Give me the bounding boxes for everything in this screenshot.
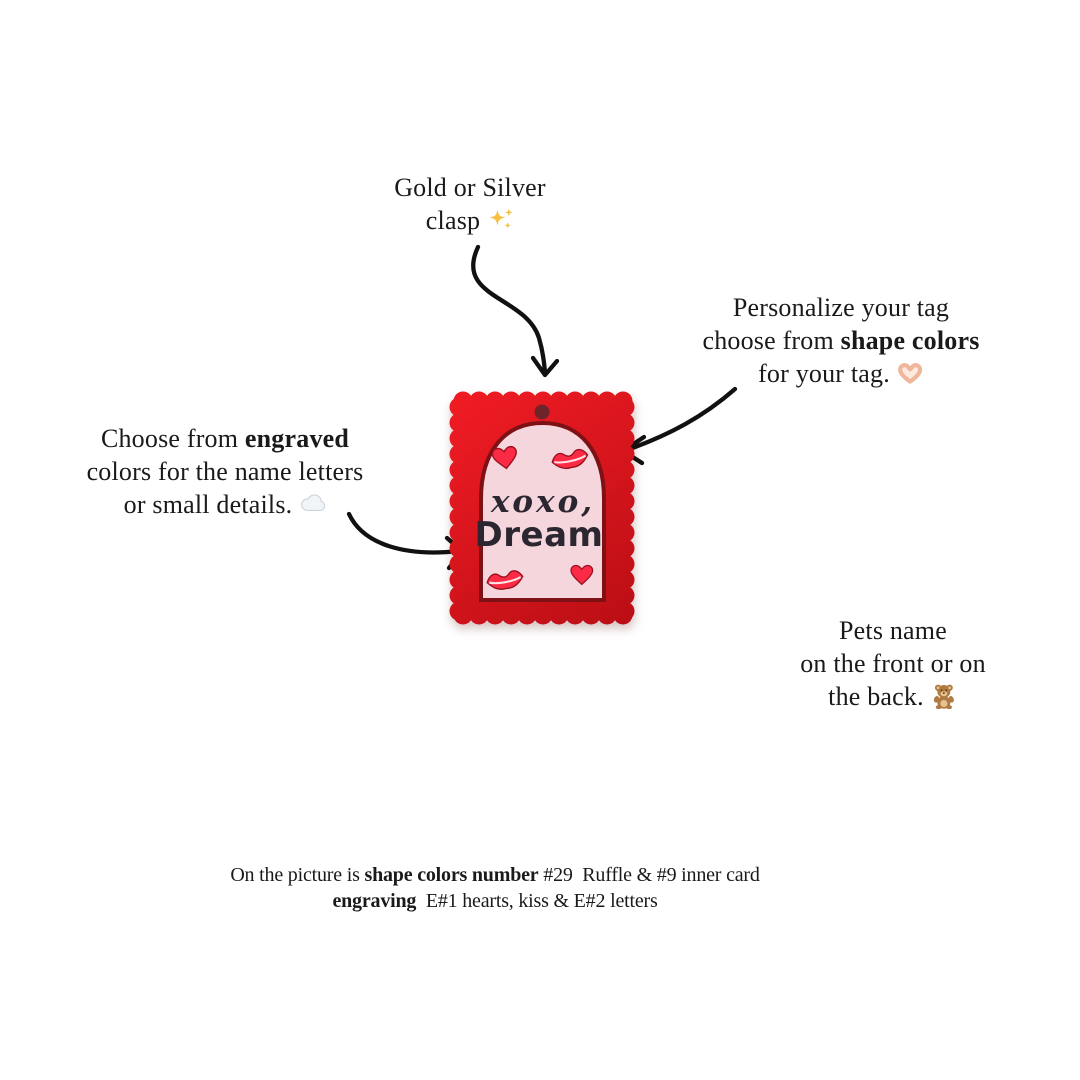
engraved-line1-bold: engraved <box>244 424 350 453</box>
engraved-line2: colors for the name letters <box>86 457 364 486</box>
personalize-line3 <box>702 357 979 390</box>
personalize-line1: Personalize your tag <box>732 293 950 322</box>
tag-hole <box>535 405 550 420</box>
arrow-engraved <box>349 514 462 568</box>
sparkles-icon <box>487 206 514 233</box>
engraved-line3-label: or small details. <box>123 490 293 519</box>
clasp-line2 <box>394 204 546 237</box>
pets-line3 <box>800 680 986 713</box>
caption-line2-bold: engraving <box>332 890 417 912</box>
caption-line2-tail: E#1 hearts, kiss & E#2 letters <box>421 890 658 912</box>
personalize-line2-regular: choose from <box>702 326 834 355</box>
pets-line2: on the front or on <box>800 649 986 678</box>
clasp-label: clasp <box>425 206 481 235</box>
caption-line1 <box>230 862 759 888</box>
pet-tag <box>447 387 639 629</box>
personalize-line2-bold: shape colors <box>840 326 980 355</box>
tag-script-text: xoxo, <box>490 484 596 520</box>
caption-line1-regular: On the picture is <box>230 864 360 886</box>
teddy-bear-icon <box>931 682 958 709</box>
caption-line1-tail: #29 Ruffle & #9 inner card <box>543 864 760 886</box>
caption-line2 <box>230 888 759 914</box>
caption-line1-bold: shape colors number <box>364 864 539 886</box>
heart-hands-icon <box>897 359 924 386</box>
pets-line1: Pets name <box>839 616 947 645</box>
tag-name-text: Dream <box>474 515 604 555</box>
cloud-icon <box>299 490 326 517</box>
pets-name-annotation <box>800 614 986 713</box>
pets-line3-label: the back. <box>828 682 924 711</box>
engraved-line1-regular: Choose from <box>100 424 239 453</box>
personalize-line3-label: for your tag. <box>758 359 890 388</box>
clasp-annotation <box>394 171 546 237</box>
arrow-clasp <box>473 247 557 375</box>
personalize-annotation <box>702 291 979 390</box>
caption <box>230 862 759 914</box>
engraved-annotation <box>87 422 364 521</box>
engraved-line1 <box>87 422 364 455</box>
arrow-shape-colors <box>623 389 735 463</box>
clasp-line1: Gold or Silver <box>394 173 546 202</box>
personalize-line2 <box>702 324 979 357</box>
engraved-line3 <box>87 488 364 521</box>
